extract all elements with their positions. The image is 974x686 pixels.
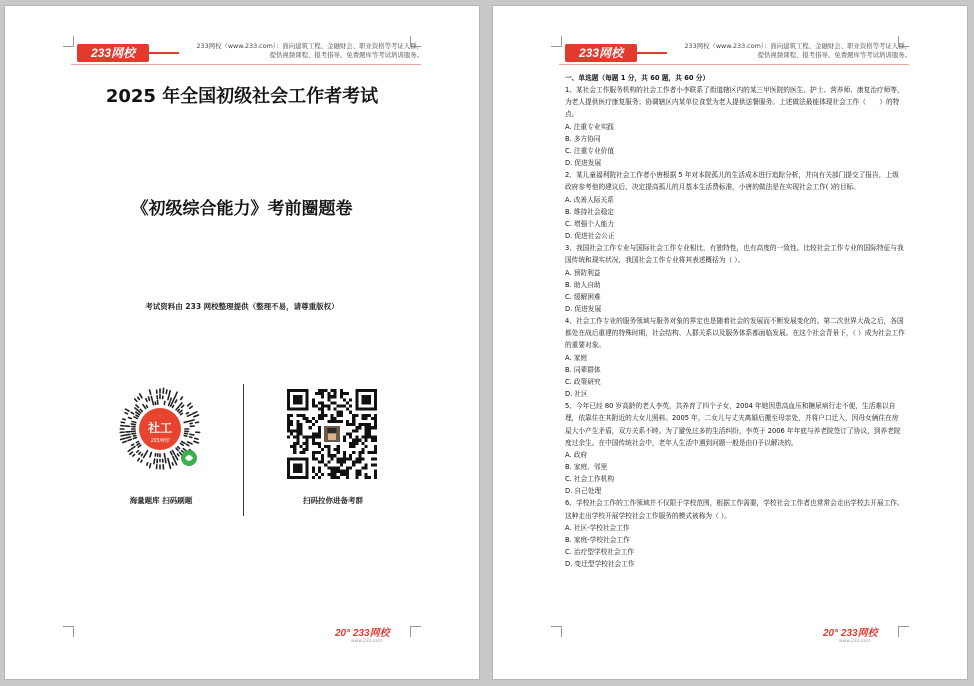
cover-page xyxy=(4,5,480,680)
option-d: D. 促进社会公正 xyxy=(565,232,615,241)
brand-logo: 233网校 xyxy=(565,44,637,62)
option-d: D. 促进发展 xyxy=(565,304,602,313)
option-c: C. 社会工作机构 xyxy=(565,475,615,484)
option-c: C. 政策研究 xyxy=(565,377,601,386)
crop-mark xyxy=(551,36,562,47)
footer-logo: 20° 233网校 xyxy=(823,628,878,639)
question-stem: 2、某儿童福利院社会工作者小唐根据 5 年对本院孤儿的生活成本进行追踪分析，并向有关部门提交了报告，上级政府参考他的建议后，决定提高孤儿的月基本生活费标准，小唐的做法是在实现社会工作( )的目标。 xyxy=(565,171,899,192)
crop-mark xyxy=(63,626,74,637)
option-b: B. 家庭-学校社会工作 xyxy=(565,535,630,544)
option-b: B. 维持社会稳定 xyxy=(565,207,614,216)
option-d: D. 社区 xyxy=(565,390,588,399)
option-a: A. 家庭 xyxy=(565,353,588,362)
option-b: B. 多方协同 xyxy=(565,134,601,143)
option-b: B. 同辈群体 xyxy=(565,365,601,374)
question-6 xyxy=(565,497,905,570)
header-text-line: 233网校（www.233.com）：面向建筑工程、金融财会、职业资格等考证人群， xyxy=(684,42,911,50)
option-c: C. 治疗型学校社会工作 xyxy=(565,548,635,557)
miniapp-caption: 海量题库 扫码刷题 xyxy=(129,496,193,505)
crop-mark xyxy=(63,36,74,47)
question-3 xyxy=(565,242,905,315)
crop-mark xyxy=(551,626,562,637)
option-b: B. 家庭、邻里 xyxy=(565,463,608,471)
option-b: B. 助人自助 xyxy=(565,280,601,289)
question-1 xyxy=(565,84,905,169)
footer-url: www.233.com xyxy=(351,639,383,644)
question-stem: 1、某社会工作服务机构的社会工作者小李联系了街道辖区内的某三甲医院的医生、护士、营养师、康复治疗师等，为老人提供医疗康复服务；协调辖区内某单位食堂为老人提供送餐服务。上述做法最能体现社会工作（ ）的特点。 xyxy=(565,86,904,119)
question-list xyxy=(565,72,905,570)
header-rule xyxy=(559,64,909,65)
question-stem: 3、我国社会工作专业与国际社会工作专业相比，有独特性，也有高度的一致性。比较社会工作专业的国际特征与我国传统和现实状况，我国社会工作专业将其表述概括为（ ）。 xyxy=(565,244,904,265)
header-text-line: 233网校（www.233.com）：面向建筑工程、金融财会、职业资格等考证人群， xyxy=(196,42,423,50)
questions-page xyxy=(492,5,968,680)
option-c: C. 增强个人能力 xyxy=(565,219,615,228)
option-d: D. 自己处理 xyxy=(565,487,602,496)
option-a: A. 政府 xyxy=(565,450,588,459)
question-4 xyxy=(565,315,905,400)
option-c: C. 缓解困难 xyxy=(565,292,601,301)
question-stem: 6、学校社会工作的工作领域并不仅限于学校范围，根据工作需要，学校社会工作者也常常会走出学校去开展工作。这种走出学校开展学校社会工作服务的模式被称为（ ）。 xyxy=(565,499,904,520)
qr-code-icon xyxy=(287,389,377,479)
document-title: 2025 年全国初级社会工作者考试 xyxy=(105,86,379,107)
question-stem: 4、社会工作专业的服务领域与服务对象的界定也是随着社会的发展而不断发展变化的。第二次世界大战之后，各国都处在战后重建的特殊时期，社会结构、人群关系以及服务体系都面临发展。在这个社会背景下，（ ）成为社会工作的重要对象。 xyxy=(565,317,905,350)
question-2 xyxy=(565,169,905,242)
header-text-line: 提供视频课程、报考指导、免费题库等考试培训服务。 xyxy=(757,51,911,59)
document-subtitle: 《初级综合能力》考前圈题卷 xyxy=(131,199,353,219)
brand-logo: 233网校 xyxy=(77,44,149,62)
miniapp-label: 社工 xyxy=(147,421,173,435)
copyright-note: 考试资料由 233 网校整理提供（整理不易，请尊重版权） xyxy=(145,302,339,311)
footer-url: www.233.com xyxy=(839,639,871,644)
option-a: A. 改善人际关系 xyxy=(565,195,614,204)
miniapp-code-icon xyxy=(117,386,203,472)
option-d: D. 促进发展 xyxy=(565,159,602,168)
footer-logo: 20° 233网校 xyxy=(335,628,390,639)
header-rule xyxy=(71,64,421,65)
question-stem: 5、今年已经 80 岁高龄的老人李英，共养育了四个子女，2004 年她因患高血压和糖尿病行走不便，生活难以自理，依靠住在其附近的大女儿照料。2005 年，二女儿与丈夫离婚后搬至母亲处，并将户口迁入，因母女俩住在房屋大小产生矛盾，双方关系不睦。为了避免过多的生活纠纷，李英于 2006 年年底与养老院签订了协议，到养老院度过余生。在中国传统社会中，老年人生活中遇到问题一般是由()予以解决的。 xyxy=(565,402,901,447)
option-a: A. 预防利益 xyxy=(565,268,601,277)
question-5 xyxy=(565,400,905,497)
option-c: C. 注重专业价值 xyxy=(565,146,615,155)
vertical-divider xyxy=(243,384,244,516)
option-a: A. 社区-学校社会工作 xyxy=(565,523,630,532)
miniapp-sublabel: 233网校 xyxy=(150,438,170,444)
header-text xyxy=(173,42,423,60)
section-heading: 一、单选题（每题 1 分，共 60 题，共 60 分） xyxy=(565,74,710,82)
header-text xyxy=(661,42,911,60)
qr-caption: 扫码拉你进备考群 xyxy=(303,496,363,505)
option-d: D. 变迁型学校社会工作 xyxy=(565,560,635,569)
option-a: A. 注重专业实践 xyxy=(565,122,614,131)
header-text-line: 提供视频课程、报考指导、免费题库等考试培训服务。 xyxy=(269,51,423,59)
